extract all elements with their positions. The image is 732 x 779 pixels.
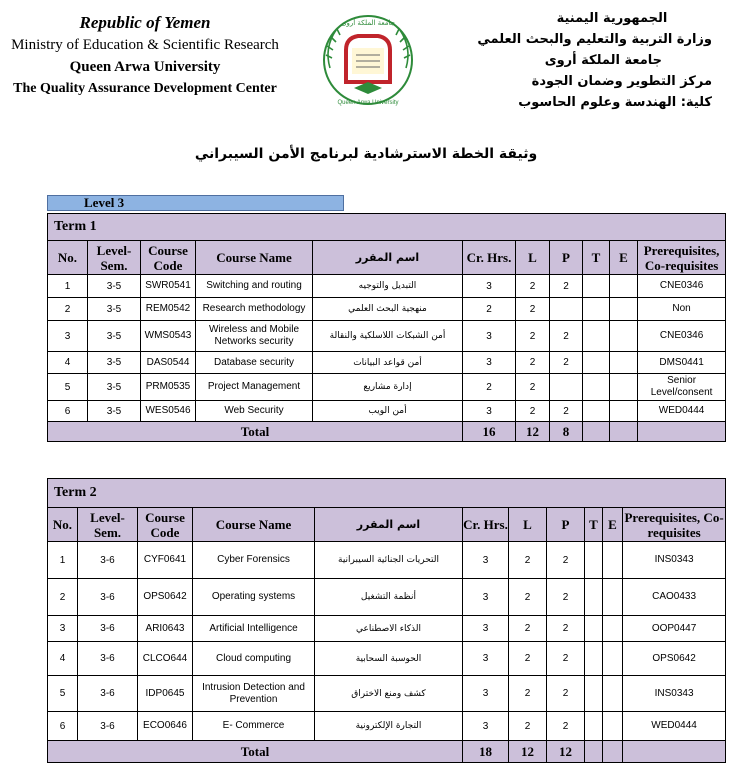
col-header-p: P [547,508,585,542]
cell-credit-hours: 3 [463,712,509,741]
cell-course-code: ECO0646 [138,712,193,741]
cell-credit-hours: 3 [463,676,509,712]
cell-arabic-name: التبديل والتوجيه [313,275,463,298]
cell-course-name: E- Commerce [193,712,315,741]
cell-p: 2 [547,616,585,642]
cell-no: 6 [48,401,88,422]
cell-p [550,298,583,321]
cell-course-code: CYF0641 [138,542,193,579]
cell-l: 2 [516,298,550,321]
cell-l: 2 [516,352,550,374]
level-label: Level 3 [47,195,344,211]
cell-prerequisites: Senior Level/consent [638,374,726,401]
col-header-level-sem: Level-Sem. [78,508,138,542]
cell-arabic-name: كشف ومنع الاختراق [315,676,463,712]
term-2-table [47,478,726,763]
cell-credit-hours: 2 [463,374,516,401]
cell-e [610,298,638,321]
cell-l: 2 [509,642,547,676]
cell-level-sem: 3-5 [88,374,141,401]
cell-p: 2 [547,579,585,616]
term-title: Term 2 [48,479,726,508]
col-header-level-sem: Level-Sem. [88,241,141,275]
cell-course-code: REM0542 [141,298,196,321]
cell-credit-hours: 3 [463,275,516,298]
cell-credit-hours: 3 [463,579,509,616]
cell-no: 2 [48,579,78,616]
cell-t [583,401,610,422]
header-ar-university: جامعة الملكة أروى [544,53,662,68]
cell-course-name: Operating systems [193,579,315,616]
cell-no: 5 [48,676,78,712]
cell-credit-hours: 2 [463,298,516,321]
col-header-prerequisites: Prerequisites, Co-requisites [624,509,724,540]
cell-e [610,321,638,352]
cell-l: 2 [516,321,550,352]
cell-e [603,676,623,712]
total-p: 12 [547,741,585,763]
course-row [48,712,726,741]
course-row [48,401,726,422]
course-row [48,579,726,616]
course-row [48,352,726,374]
col-header-no: No. [48,241,88,275]
cell-no: 6 [48,712,78,741]
cell-l: 2 [516,401,550,422]
total-label: Total [48,422,463,442]
cell-no: 3 [48,321,88,352]
total-e [610,422,638,442]
col-header-p: P [550,241,583,275]
total-e [603,741,623,763]
cell-e [610,401,638,422]
cell-l: 2 [516,374,550,401]
cell-course-code: WMS0543 [141,321,196,352]
cell-prerequisites: INS0343 [623,542,726,579]
cell-credit-hours: 3 [463,642,509,676]
cell-prerequisites: WED0444 [638,401,726,422]
col-header-credit-hours: Cr. Hrs. [463,508,509,542]
course-row [48,616,726,642]
cell-t [583,321,610,352]
cell-course-code: PRM0535 [141,374,196,401]
cell-course-name: Cloud computing [193,642,315,676]
cell-prerequisites: CNE0346 [638,275,726,298]
cell-level-sem: 3-6 [78,579,138,616]
cell-credit-hours: 3 [463,352,516,374]
cell-level-sem: 3-5 [88,321,141,352]
header-left [0,12,290,100]
cell-p: 2 [550,401,583,422]
total-prerequisites [638,422,726,442]
col-header-credit-hours: Cr. Hrs. [463,241,516,275]
cell-t [585,616,603,642]
col-header-t: T [585,508,603,542]
cell-credit-hours: 3 [463,401,516,422]
header-ar-ministry: وزارة التربية والتعليم والبحث العلمي [477,32,712,47]
cell-p: 2 [547,542,585,579]
total-label: Total [48,741,463,763]
cell-course-code: DAS0544 [141,352,196,374]
cell-level-sem: 3-6 [78,676,138,712]
total-l: 12 [509,741,547,763]
col-header-course-code: Course Code [141,241,196,275]
col-header-course-name: Course Name [193,508,315,542]
cell-e [610,275,638,298]
cell-arabic-name: أمن قواعد البيانات [313,352,463,374]
total-row [48,422,726,442]
cell-level-sem: 3-6 [78,712,138,741]
cell-arabic-name: التجارة الإلكترونية [315,712,463,741]
cell-course-name: Web Security [196,401,313,422]
cell-e [610,374,638,401]
cell-p: 2 [547,712,585,741]
cell-no: 5 [48,374,88,401]
logo-bottom-text: Queen Arwa University [337,100,399,106]
cell-l: 2 [509,542,547,579]
course-row [48,298,726,321]
total-prerequisites [623,741,726,763]
cell-arabic-name: أمن الشبكات اللاسلكية والنقالة [313,321,463,352]
cell-t [585,642,603,676]
col-header-course-code: Course Code [138,508,193,542]
cell-e [603,712,623,741]
cell-prerequisites: CNE0346 [638,321,726,352]
cell-course-name: Database security [196,352,313,374]
total-l: 12 [516,422,550,442]
cell-level-sem: 3-5 [88,401,141,422]
col-header-prerequisites: Prerequisites, Co-requisites [638,241,726,275]
col-header-e: E [610,241,638,275]
cell-e [603,616,623,642]
col-header-t: T [583,241,610,275]
cell-p: 2 [550,275,583,298]
cell-course-code: IDP0645 [138,676,193,712]
col-header-e: E [603,508,623,542]
col-header-no: No. [48,508,78,542]
cell-arabic-name: أنظمة التشغيل [315,579,463,616]
term-1-table [47,213,726,442]
cell-no: 1 [48,275,88,298]
cell-t [583,275,610,298]
total-t [585,741,603,763]
cell-l: 2 [509,676,547,712]
course-row [48,642,726,676]
cell-t [583,298,610,321]
cell-prerequisites: CAO0433 [623,579,726,616]
cell-level-sem: 3-5 [88,298,141,321]
cell-no: 4 [48,642,78,676]
cell-level-sem: 3-6 [78,642,138,676]
course-row [48,676,726,712]
cell-t [585,676,603,712]
header-university: Queen Arwa University [69,59,221,75]
cell-p: 2 [547,676,585,712]
cell-t [585,579,603,616]
cell-e [610,352,638,374]
cell-course-name: Wireless and Mobile Networks security [196,321,313,352]
cell-e [603,642,623,676]
cell-prerequisites: Non [638,298,726,321]
cell-course-name: Research methodology [196,298,313,321]
cell-credit-hours: 3 [463,542,509,579]
cell-no: 1 [48,542,78,579]
cell-prerequisites: DMS0441 [638,352,726,374]
term-title: Term 1 [48,214,726,241]
cell-course-code: CLCO644 [138,642,193,676]
cell-no: 3 [48,616,78,642]
cell-e [603,579,623,616]
cell-t [583,374,610,401]
cell-p: 2 [547,642,585,676]
cell-arabic-name: الحوسبة السحابية [315,642,463,676]
cell-t [583,352,610,374]
header-right [472,8,712,113]
header-country: Republic of Yemen [79,13,211,32]
cell-l: 2 [516,275,550,298]
cell-level-sem: 3-5 [88,275,141,298]
header-ar-center: مركز التطوير وضمان الجودة [531,74,712,89]
cell-credit-hours: 3 [463,321,516,352]
cell-prerequisites: OOP0447 [623,616,726,642]
course-row [48,542,726,579]
cell-p: 2 [550,321,583,352]
cell-arabic-name: إدارة مشاريع [313,374,463,401]
cell-level-sem: 3-6 [78,542,138,579]
col-header-l: L [509,508,547,542]
cell-no: 2 [48,298,88,321]
cell-level-sem: 3-5 [88,352,141,374]
cell-l: 2 [509,712,547,741]
cell-p: 2 [550,352,583,374]
logo-top-text: جامعة الملكة أروى [340,19,396,27]
cell-arabic-name: منهجية البحث العلمي [313,298,463,321]
col-header-arabic-name: اسم المقرر [313,241,463,275]
cell-arabic-name: أمن الويب [313,401,463,422]
header-ministry: Ministry of Education & Scientific Research [11,37,279,53]
cell-course-code: ARI0643 [138,616,193,642]
cell-course-name: Artificial Intelligence [193,616,315,642]
cell-arabic-name: التحريات الجنائية السيبرانية [315,542,463,579]
cell-t [585,712,603,741]
total-t [583,422,610,442]
cell-e [603,542,623,579]
header-center: The Quality Assurance Development Center [13,81,277,96]
col-header-l: L [516,241,550,275]
cell-prerequisites: WED0444 [623,712,726,741]
cell-course-code: SWR0541 [141,275,196,298]
cell-l: 2 [509,579,547,616]
cell-course-code: WES0546 [141,401,196,422]
cell-course-name: Cyber Forensics [193,542,315,579]
cell-course-name: Intrusion Detection and Prevention [193,676,315,712]
cell-p [550,374,583,401]
col-header-course-name: Course Name [196,241,313,275]
course-row [48,321,726,352]
course-row [48,374,726,401]
cell-prerequisites: OPS0642 [623,642,726,676]
total-credit-hours: 18 [463,741,509,763]
header-ar-country: الجمهورية اليمنية [556,11,668,26]
document-title: وثيقة الخطة الاسترشادية لبرنامج الأمن السيبراني [194,146,538,162]
header-ar-faculty: كلية: الهندسة وعلوم الحاسوب [518,95,712,110]
cell-t [585,542,603,579]
cell-course-name: Project Management [196,374,313,401]
cell-credit-hours: 3 [463,616,509,642]
total-credit-hours: 16 [463,422,516,442]
university-logo [316,8,420,108]
cell-arabic-name: الذكاء الاصطناعي [315,616,463,642]
cell-no: 4 [48,352,88,374]
cell-level-sem: 3-6 [78,616,138,642]
cell-course-name: Switching and routing [196,275,313,298]
total-p: 8 [550,422,583,442]
cell-course-code: OPS0642 [138,579,193,616]
course-row [48,275,726,298]
cell-prerequisites: INS0343 [623,676,726,712]
col-header-arabic-name: اسم المقرر [315,508,463,542]
total-row [48,741,726,763]
cell-l: 2 [509,616,547,642]
